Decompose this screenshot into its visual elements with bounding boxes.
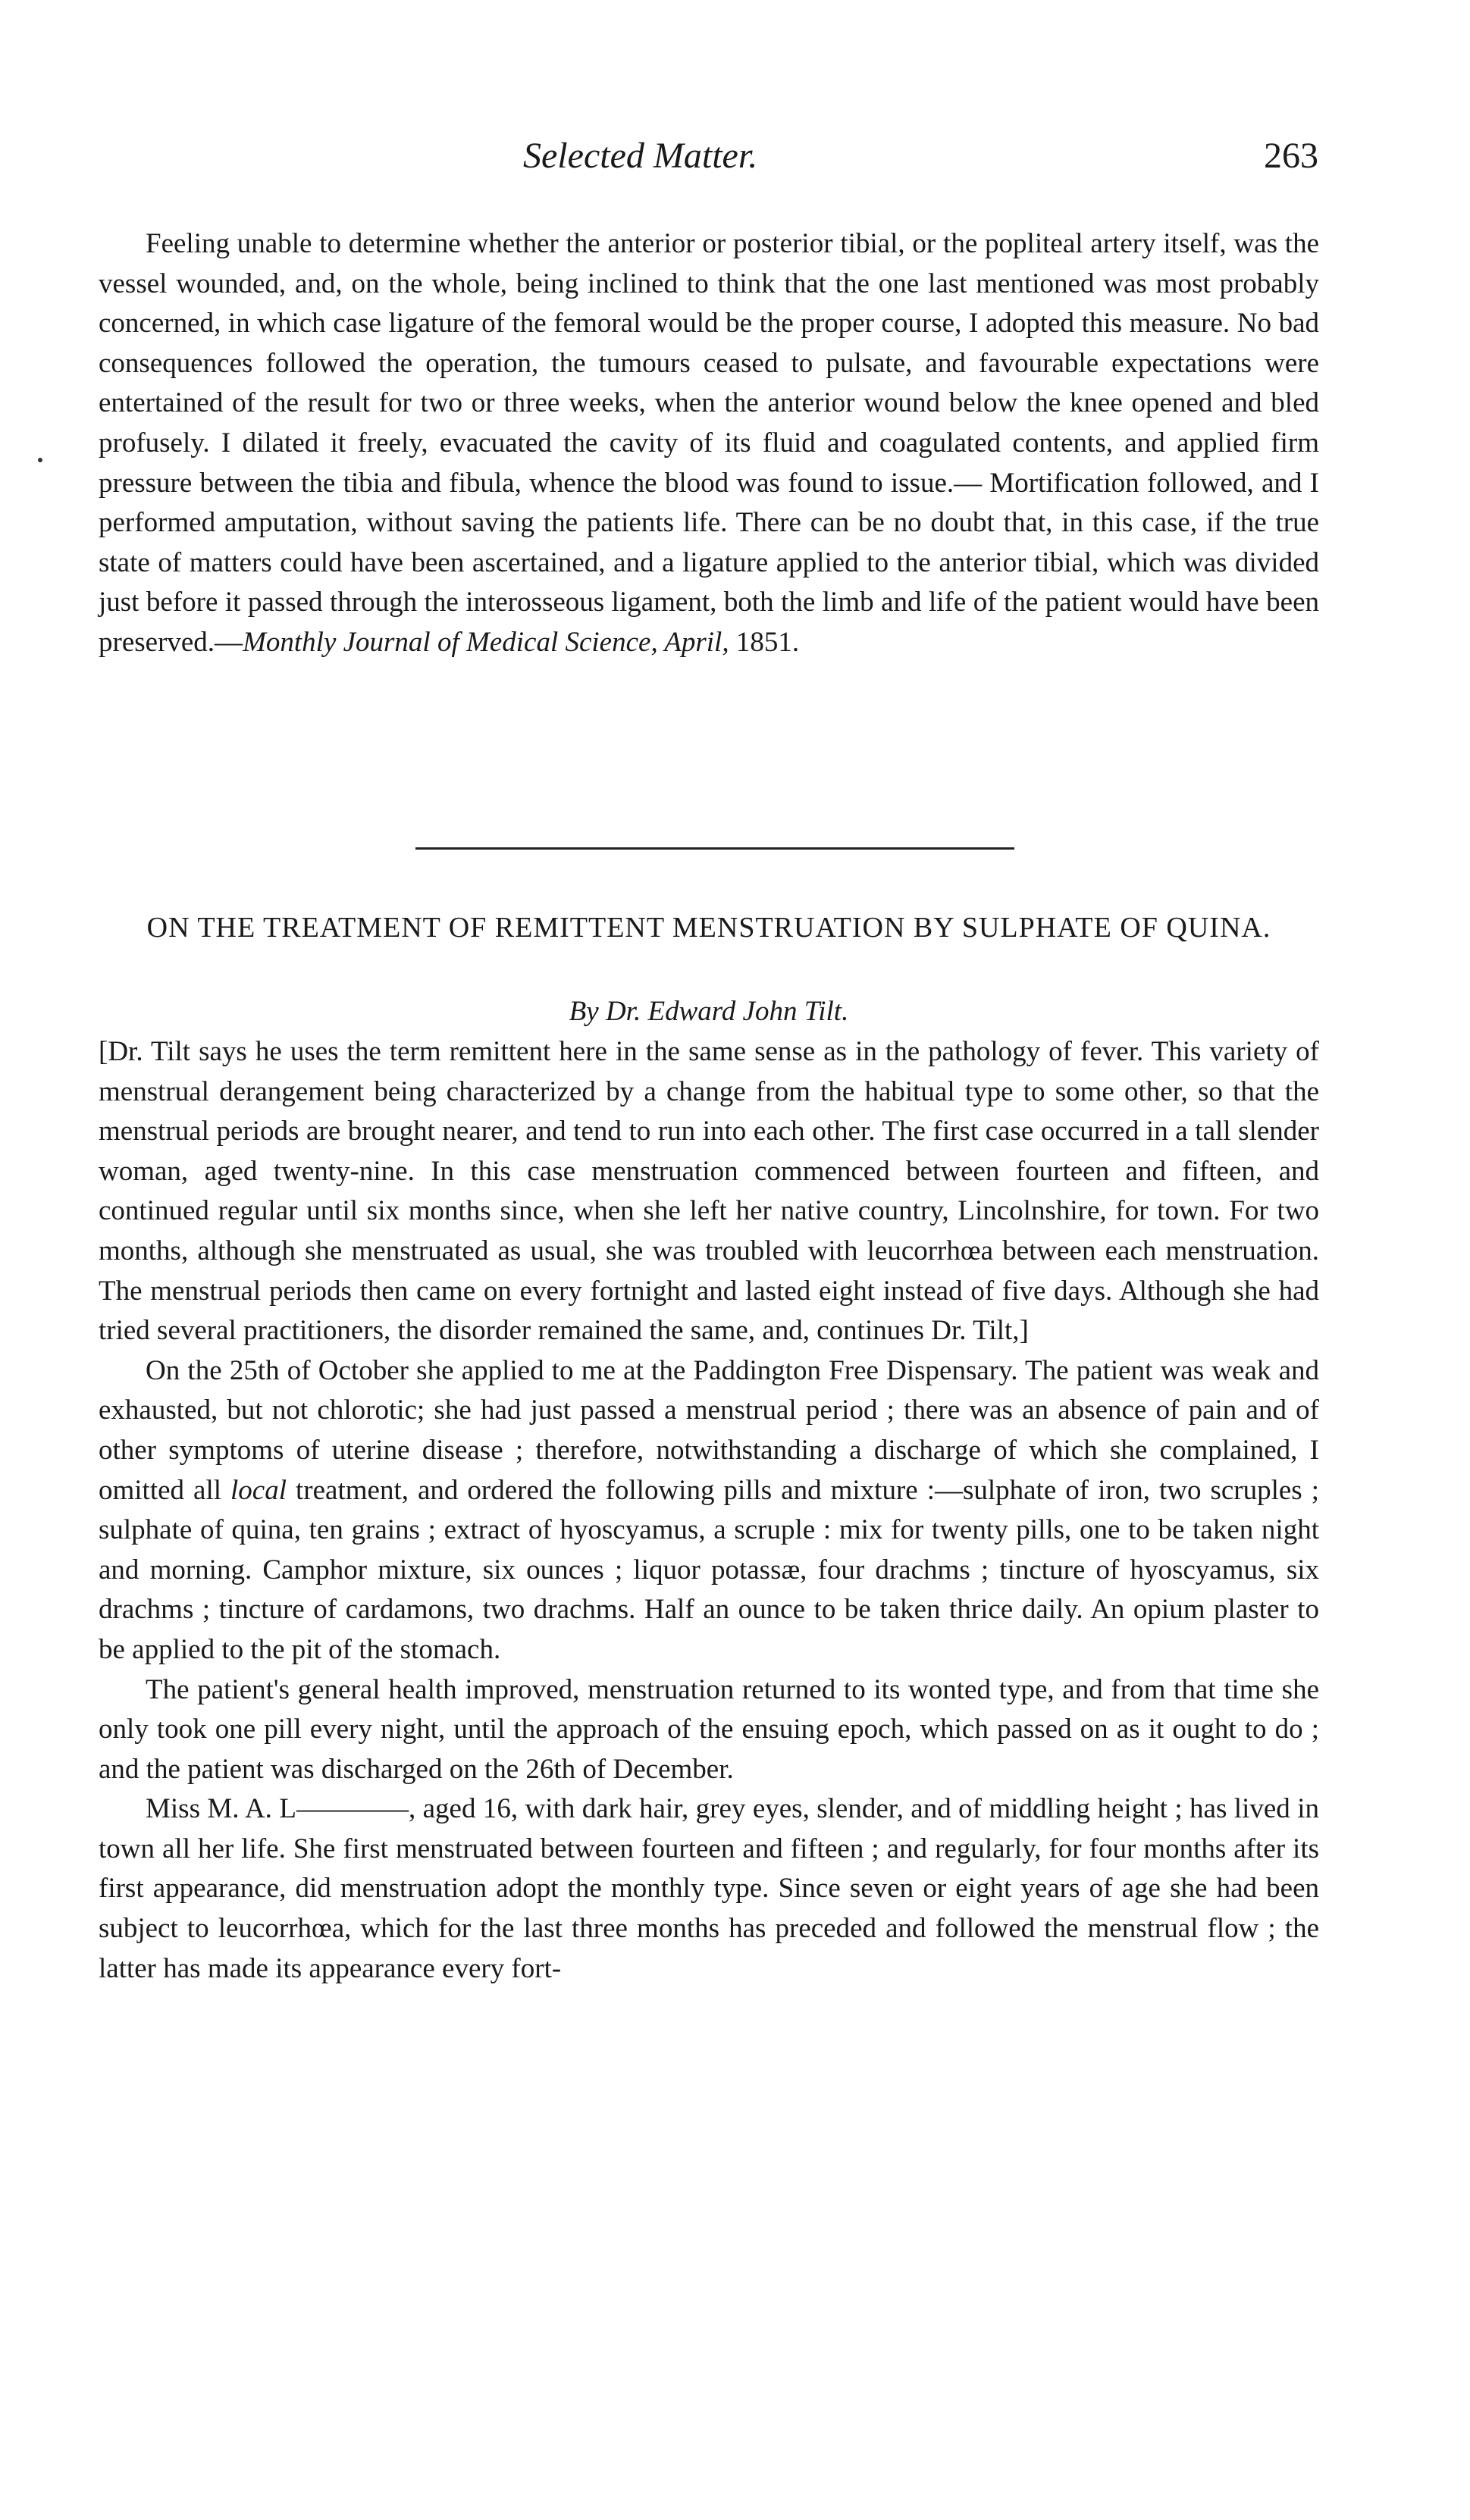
- article-byline: By Dr. Edward John Tilt.: [569, 996, 849, 1027]
- margin-mark: [38, 458, 42, 462]
- article-femoral-ligature: [99, 224, 1319, 663]
- paragraph-text-continued: treatment, and ordered the following pills and mixture :—sulphate of iron, two scruples ; sulphate of quina, ten grains ; extract of hyoscyamus, a scruple : mix for twenty pills, one to be taken night and morning. Camphor mixture, six ounces ; liquor potassæ, four drachms ; tincture of hyoscyamus, six drachms ; tincture of cardamons, two drachms. Half an ounce to be taken thrice daily. An opium plaster to be applied to the pit of the stomach.: [99, 1474, 1319, 1665]
- citation-journal: Monthly Journal of Medical Science, April,: [243, 626, 729, 658]
- article-paragraph: [99, 224, 1319, 663]
- page-header: [99, 135, 1318, 188]
- page-number: 263: [1264, 136, 1318, 176]
- second-case-paragraph: Miss M. A. L————, aged 16, with dark hair, grey eyes, slender, and of middling height ; has lived in town all her life. She first menstruated between fourteen and fifteen ; and regularly, for four months after its first appearance, did menstruation adopt the monthly type. Since seven or eight years of age she had been subject to leucorrhœa, which for the last three months has preceded and followed the menstrual flow ; the latter has made its appearance every fort-: [99, 1793, 1319, 1984]
- editorial-summary-paragraph: [Dr. Tilt says he uses the term remittent here in the same sense as in the pathology of fever. This variety of menstrual derangement being characterized by a change from the habitual type to some other, so that the menstrual periods are brought nearer, and tend to run into each other. The first case occurred in a tall slender woman, aged twenty-nine. In this case menstruation commenced between fourteen and fifteen, and continued regular until six months since, when she left her native country, Lincolnshire, for town. For two months, although she menstruated as usual, she was troubled with leucorrhœa between each menstruation. The menstrual periods then came on every fortnight and lasted eight instead of five days. Although she had tried several practitioners, the disorder remained the same, and, continues Dr. Tilt,]: [99, 1036, 1319, 1347]
- paragraph-text: On the 25th of October she applied to me at the Paddington Free Dispensary. The patient was weak and exhausted, but not chlorotic; she had just passed a menstrual period ; there was an absence of pain and of other symptoms of uterine disease ; therefore, notwithstanding a discharge of which she complained, I omitted all: [99, 1354, 1319, 1506]
- citation-year: 1851.: [729, 626, 800, 658]
- section-divider: [415, 847, 1014, 850]
- case-outcome-paragraph: The patient's general health improved, menstruation returned to its wonted type, and from that time she only took one pill every night, until the approach of the ensuing epoch, which passed on as it ought to do ; and the patient was discharged on the 26th of December.: [99, 1673, 1319, 1785]
- article-title: ON THE TREATMENT OF REMITTENT MENSTRUATION BY SULPHATE OF QUINA.: [146, 912, 1271, 944]
- running-title: Selected Matter.: [523, 136, 758, 176]
- emphasis-local: local: [230, 1474, 287, 1506]
- case-paragraph: [99, 1351, 1319, 1670]
- paragraph-text: Feeling unable to determine whether the anterior or posterior tibial, or the popliteal artery itself, was the vessel wounded, and, on the whole, being inclined to think that the one last mentioned was most probably concerned, in which case ligature of the femoral would be the proper course, I adopted this measure. No bad consequences followed the operation, the tumours ceased to pulsate, and favourable expectations were entertained of the result for two or three weeks, when the anterior wound below the knee opened and bled profusely. I dilated it freely, evacuated the cavity of its fluid and coagulated contents, and applied firm pressure between the tibia and fibula, whence the blood was found to issue.— Mortification followed, and I performed amputation, without saving the patients life. There can be no doubt that, in this case, if the true state of matters could have been ascertained, and a ligature applied to the anterior tibial, which was divided just before it passed through the interosseous ligament, both the limb and life of the patient would have been preserved.—: [99, 228, 1319, 658]
- article-remittent-menstruation: [99, 1032, 1319, 1989]
